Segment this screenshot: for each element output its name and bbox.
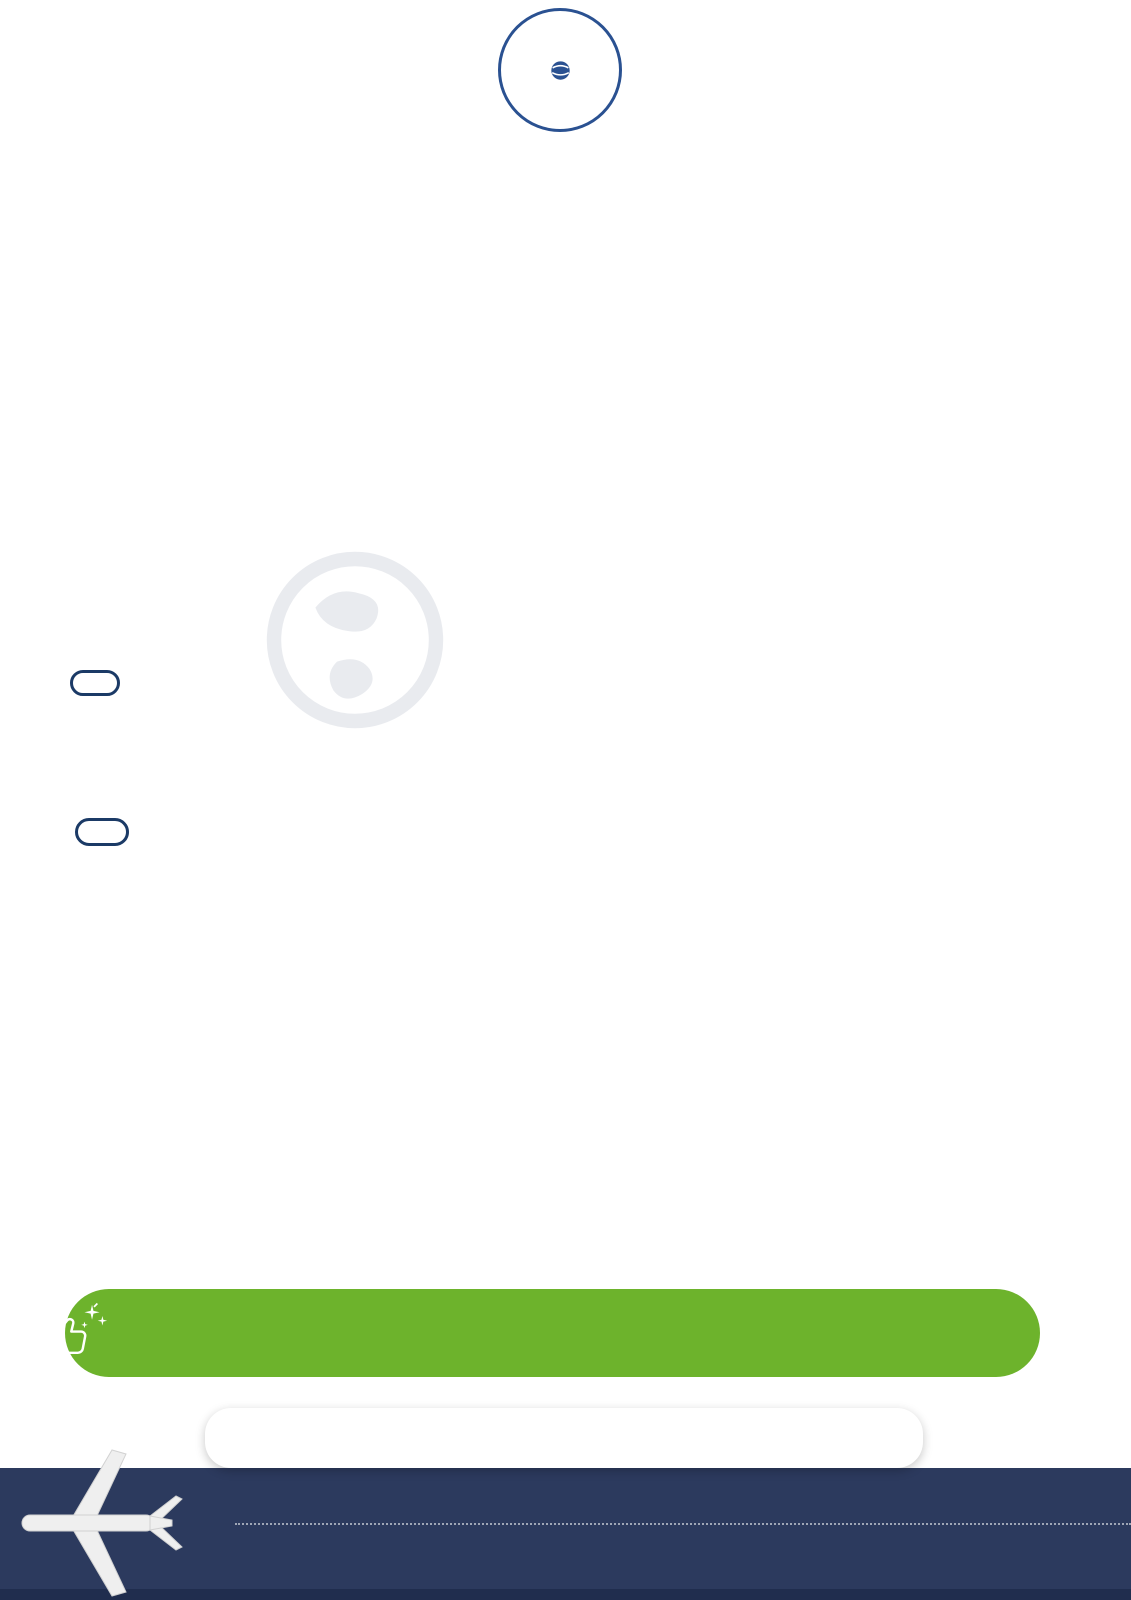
date-badge (70, 670, 120, 696)
airplane-graphic (10, 1438, 190, 1600)
tagline-card (205, 1408, 923, 1468)
subject-banner (75, 818, 129, 846)
approval-banner (65, 1289, 1040, 1377)
globe-icon (550, 60, 571, 81)
web-line (585, 424, 601, 446)
logo-line-top (549, 60, 571, 81)
thumbs-up-sparkles-icon (43, 1301, 109, 1365)
dotted-divider (235, 1523, 1131, 1525)
watermark-globe-icon (265, 550, 445, 730)
global-migrate-logo (498, 8, 622, 132)
footer (0, 1468, 1131, 1600)
